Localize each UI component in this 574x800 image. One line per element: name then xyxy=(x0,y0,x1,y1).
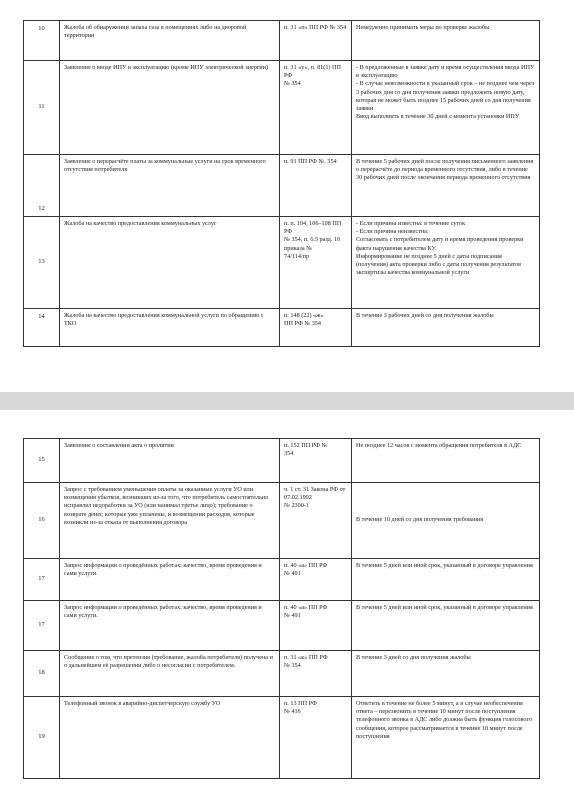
response-deadline: Не позднее 12 часов с момента обращения потребителя в АДС xyxy=(352,439,540,483)
table-row xyxy=(24,309,540,347)
legal-basis: п. 91 ПП РФ №. 354 xyxy=(280,155,352,217)
response-deadline: В течение 3 дней со дня получения жалобы xyxy=(352,651,540,697)
request-subject: Запрос с требованием уменьшения оплаты за оказанные услуги УО или возмещения убытков, возникших из-за того, что потребитель самостоятельно исправлял недоработки за УО (или нанимал третье лицо); требование о возврате денег, которые уже уплачены, и возмещении расходов, которые возникли из-за отказа от выполнения договора xyxy=(60,483,280,559)
row-number: 19 xyxy=(24,697,60,779)
document-page-1 xyxy=(0,0,574,392)
response-deadline: - Если причина известна: в течение суток - Если причина неизвестна: Согласовать с потребителем дату и время проведения проверки факта нарушения качества КУ. Информирование не позднее 5 дней с даты подписания (получения) акта проверки либо с даты получения результатов экспертизы качества коммунальной услуги xyxy=(352,217,540,309)
legal-basis: ч. 1 ст. 31 Закона РФ от 07.02.1992 № 2300-1 xyxy=(280,483,352,559)
legal-basis: п. п. 104, 106–108 ПП РФ № 354, п. 6.5 разд. 10 приказа № 74/114/пр xyxy=(280,217,352,309)
response-deadline: В течение 5 дней или иной срок, указанный в договоре управления xyxy=(352,559,540,601)
request-subject: Телефонный звонок в аварийно-диспетчерскую службу УО xyxy=(60,697,280,779)
legal-basis: п. 40 «а» ПП РФ № 491 xyxy=(280,601,352,651)
legal-basis: п. 40 «а» ПП РФ № 491 xyxy=(280,559,352,601)
request-subject: Запрос информации о проведённых работах: качество, время проведения и сами услуги. xyxy=(60,559,280,601)
requests-table-1 xyxy=(23,20,540,347)
request-subject: Заявление о вводе ИПУ в эксплуатацию (кроме ИПУ электрической энергии) xyxy=(60,61,280,155)
row-number: 17 xyxy=(24,559,60,601)
legal-basis: п. 148 (22) «ж» ПП РФ № 354 xyxy=(280,309,352,347)
legal-basis: п. 31 «к» ПП РФ № 354 xyxy=(280,651,352,697)
row-number: 17 xyxy=(24,601,60,651)
table-row xyxy=(24,697,540,779)
request-subject: Жалоба на качество предоставления коммунальной услуги по обращению с ТКО xyxy=(60,309,280,347)
table-row xyxy=(24,155,540,217)
table-row xyxy=(24,651,540,697)
table-row xyxy=(24,483,540,559)
response-deadline: В течение 5 дней или иной срок, указанный в договоре управления xyxy=(352,601,540,651)
legal-basis: п. 31 «п» ПП РФ № 354 xyxy=(280,21,352,61)
response-deadline: - В предложенные в заявке дату и время осуществления ввода ИПУ в эксплуатацию - В случае невозможности в указанный срок – не позднее чем через 3 рабочих дня со дня получения заявки предложить новую дату, которая не может быть позднее 15 рабочих дней со дня получения заявки Ввод выполнить в течение 30 дней с момента установки ИПУ xyxy=(352,61,540,155)
response-deadline: В течение 3 рабочих дней со дня получения жалобы xyxy=(352,309,540,347)
legal-basis: п. 31 «у», п. 81(1) ПП РФ № 354 xyxy=(280,61,352,155)
row-number: 14 xyxy=(24,309,60,347)
row-number: 16 xyxy=(24,483,60,559)
document-page-2 xyxy=(0,410,574,800)
response-deadline: В течение 10 дней со дня получения требования xyxy=(352,483,540,559)
table-row xyxy=(24,439,540,483)
table-row xyxy=(24,61,540,155)
request-subject: Заявление о составлении акта о пролитии xyxy=(60,439,280,483)
row-number: 15 xyxy=(24,439,60,483)
row-number: 10 xyxy=(24,21,60,61)
requests-table-2 xyxy=(23,438,540,779)
row-number: 13 xyxy=(24,217,60,309)
table-row xyxy=(24,601,540,651)
legal-basis: п. 152 ПП РФ № 354 xyxy=(280,439,352,483)
request-subject: Жалоба на качество предоставления коммунальных услуг xyxy=(60,217,280,309)
table-row xyxy=(24,559,540,601)
legal-basis: п. 13 ПП РФ № 416 xyxy=(280,697,352,779)
row-number: 12 xyxy=(24,155,60,217)
request-subject: Запрос информации о проведённых работах: качество, время проведения и сами услуги. xyxy=(60,601,280,651)
table-row xyxy=(24,21,540,61)
request-subject: Заявление о перерасчёте платы за коммунальные услуги на срок временного отсутствия потребителя xyxy=(60,155,280,217)
table-row xyxy=(24,217,540,309)
row-number: 11 xyxy=(24,61,60,155)
response-deadline: В течение 5 рабочих дней после получения письменного заявления о перерасчёте до периода временного отсутствия, либо в течение 30 рабочих дней после окончания периода временного отсутствия xyxy=(352,155,540,217)
response-deadline: Немедленно принимать меры по проверке жалобы xyxy=(352,21,540,61)
response-deadline: Ответить в течение не более 5 минут, а в случае необеспечения ответа – перезвонить в течение 10 минут после поступления телефонного звонка в АДС либо должна быть функция голосового сообщения, которое рассматривается в течение 10 минут после поступления xyxy=(352,697,540,779)
request-subject: Сообщение о том, что претензия (требование, жалоба потребителя) получена и о дальнейшем её разрешении либо о несогласии с потребителем. xyxy=(60,651,280,697)
row-number: 18 xyxy=(24,651,60,697)
request-subject: Жалоба об обнаружении запаха газа в помещениях либо на дворовой территории xyxy=(60,21,280,61)
